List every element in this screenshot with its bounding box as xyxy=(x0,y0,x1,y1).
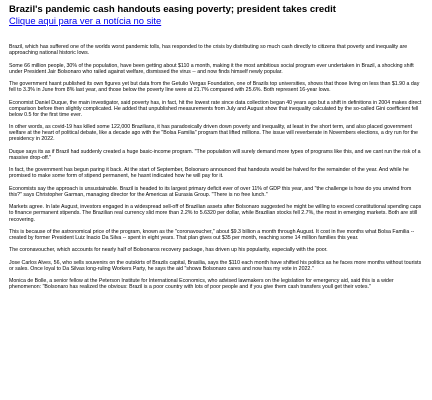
paragraph: Monica de Bolle, a senior fellow at the Peterson Institute for International Economics, who advised lawmakers on the legislation for emergency aid, said this is a wider phenomenon: "Bolsonaro has realized the obvious: Brazil is a poor country with lots of poor people and if you give them cash transfers youll get their votes." xyxy=(9,278,394,291)
paragraph: Brazil, which has suffered one of the worlds worst pandemic tolls, has responded to the crisis by distributing so much cash directly to citizens that poverty and inequality are approaching national historic lows. xyxy=(9,44,408,57)
paragraph: Some 66 million people, 30% of the population, have been getting about $110 a month, making it the most ambitious social program ever undertaken in Brazil, a shocking shift under President Jair Bolsonaro who railed against welfare, dismissed the virus -- and now finds himself newly popular. xyxy=(9,62,414,75)
paragraph: This is because of the astronomical price of the program, known as the "coronavoucher," about $9.3 billion a month through August. It cost in five months what Bolsa Familia -- created by former President Luiz Inacio Da Silva -- spent in eight years. That plan gives out $35 per month, reaching some 14 million families this year. xyxy=(9,228,415,242)
paragraph: The coronavoucher, which accounts for nearly half of Bolsonaros recovery package, has driven up his popularity, especially with the poor. xyxy=(9,247,328,254)
article-body xyxy=(9,44,424,291)
paragraph: In other words, as covid-19 has killed some 122,000 Brazilians, it has paradoxically driven down poverty and inequality, at least in the short term, and also placed government welfare at the heart of political debate, like a decade ago with the "Bolsa Familia" program that lifted millions. The issue will reverberate in Novembers elections, a dry run for the presidency in 2022. xyxy=(9,124,418,143)
paragraph: Jose Carlos Alves, 56, who sells souvenirs on the outskirts of Brazils capital, Brasilia, says the $110 each month have shifted his politics as he faces more months without tourists or sales. Once loyal to Da Silvas long-ruling Workers Party, he says the aid "shows Bolsonaro cares and now has my vote in 2022." xyxy=(9,259,422,272)
view-on-site-link[interactable]: Clique aqui para ver a notícia no site xyxy=(9,15,162,26)
paragraph: Duque says its as if Brazil had suddenly created a huge basic-income program. "The population will surely demand more types of programs like this, and we cant run the risk of a massive drop-off." xyxy=(9,148,421,161)
article-headline: Brazil's pandemic cash handouts easing poverty; president takes credit xyxy=(9,4,336,15)
paragraph: The government hasnt published its own figures yet but data from the Getulio Vergas Foundation, one of Brazils top universities, shows that those living on less than $1.90 a day fell to 3.3% in June from 8% last year, and those below the poverty line were at 21.7% compared with 25.6%. Both represent 16-year lows. xyxy=(9,81,420,94)
paragraph: In fact, the government has begun paring it back. At the start of September, Bolsonaro announced that handouts would be halved for the remainder of the year. And while he promised to make some form of stipend permanent, he hasnt indicated how he will pay for it. xyxy=(9,167,409,180)
paragraph: Economist Daniel Duque, the main investigator, said poverty has, in fact, hit the lowest rate since data collection began 40 years ago but a shift in definitions in 2004 makes direct comparison before then slightly complicated. He added that unpublished measurements from July and August show that inequality calculated by the so-called Gini coefficient fell below 0.5 for the first time ever. xyxy=(9,99,422,118)
paragraph: Economists say the approach is unsustainable. Brazil is headed to its largest primary deficit ever of over 11% of GDP this year, and "the challenge is how do you unwind from this?" says Christopher Garman, managing director for the Americas at Eurasia Group. "There is no free lunch." xyxy=(9,185,412,198)
paragraph: Markets agree. In late August, investors engaged in a widespread sell-off of Brazilian assets after Bolsonaro suggested he might be willing to exceed constitutional spending caps to finance permanent stipends. The Brazilian real currency slid more than 2.2% to 5.6320 per dollar, while Brazilian stocks fell 2.7%, the most in emerging markets. Both are still recovering. xyxy=(9,204,422,223)
